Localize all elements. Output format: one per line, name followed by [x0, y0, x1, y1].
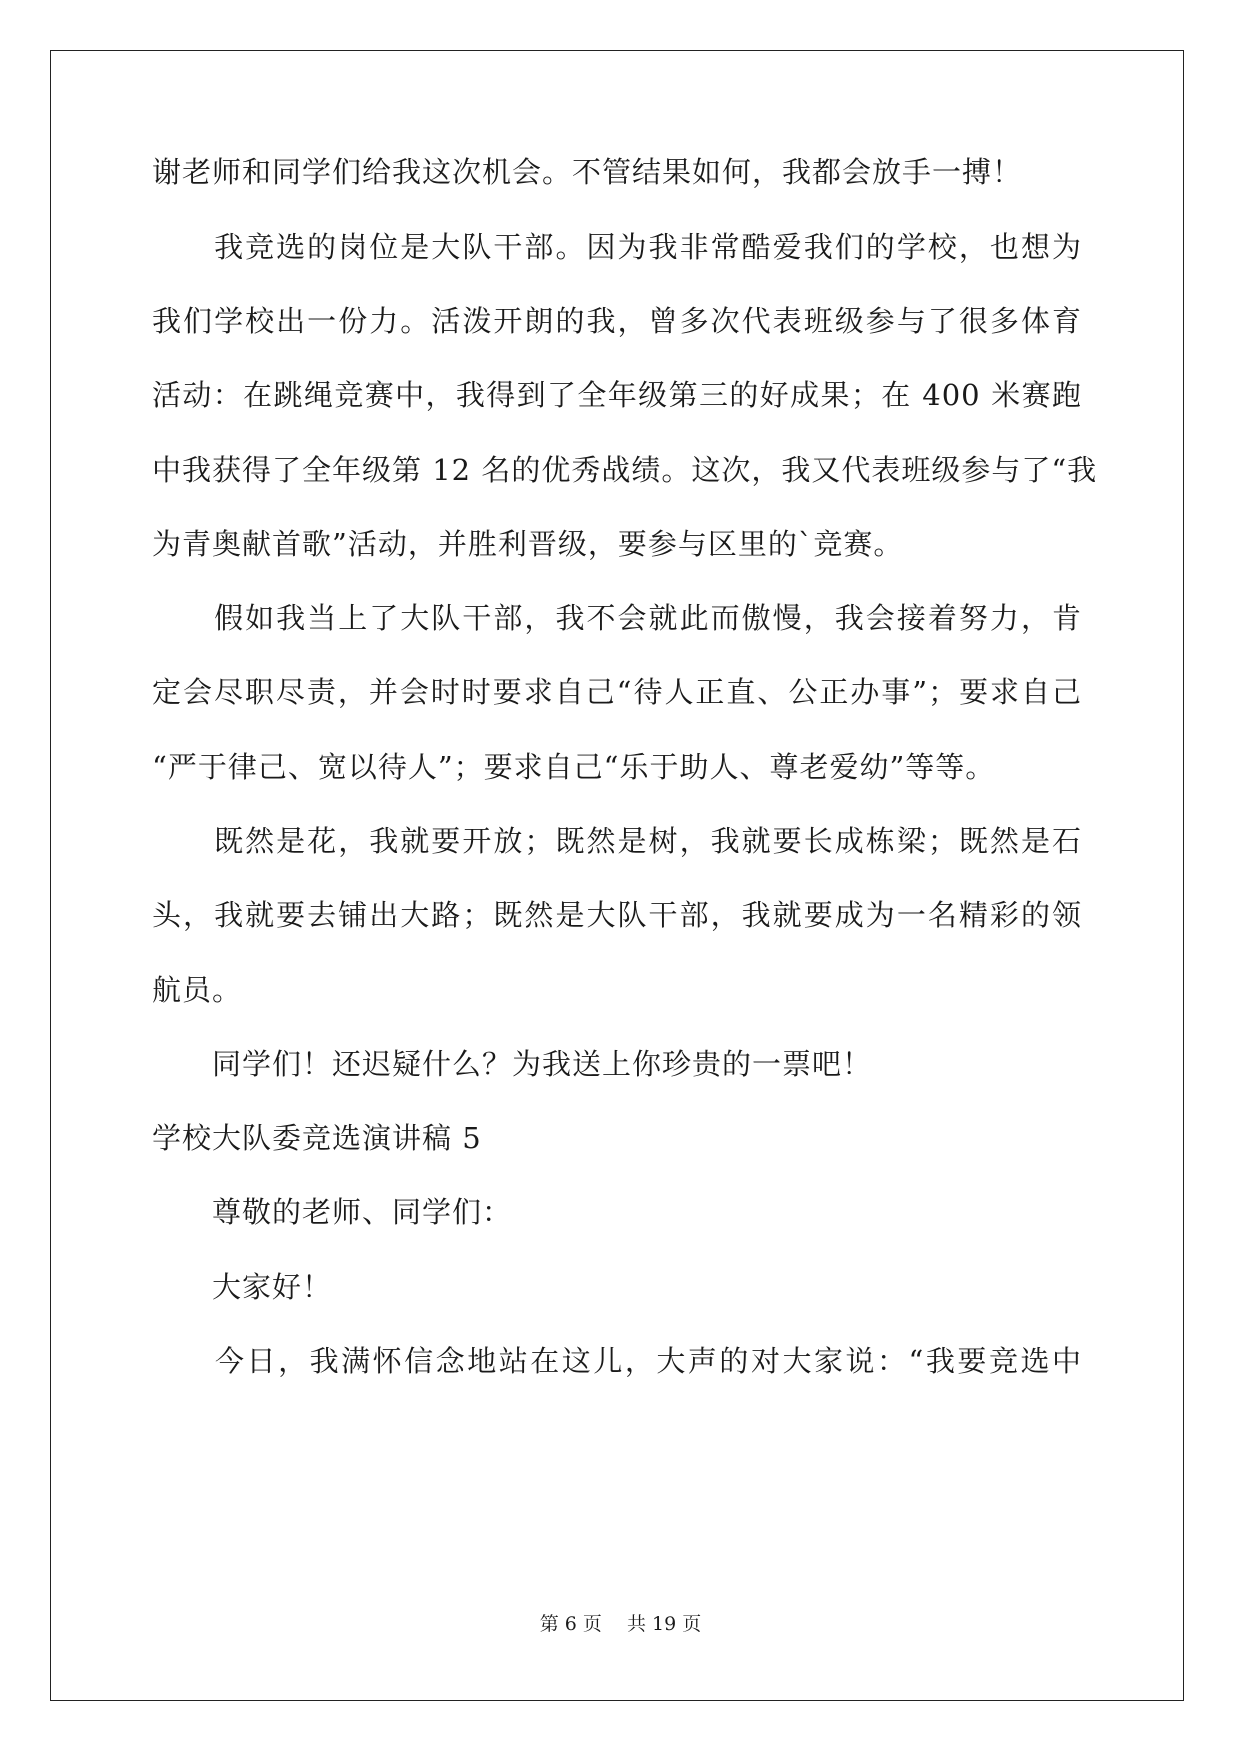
text-line: 今日，我满怀信念地站在这儿，大声的对大家说：“我要竞选中: [152, 1344, 1082, 1378]
text-line: 我竞选的岗位是大队干部。因为我非常酷爱我们的学校，也想为: [152, 230, 1082, 264]
text-line: 为青奥献首歌”活动，并胜利晋级，要参与区里的`竞赛。: [152, 527, 904, 561]
text-line: 定会尽职尽责，并会时时要求自己“待人正直、公正办事”；要求自己: [152, 675, 1082, 709]
text-line: “严于律己、宽以待人”；要求自己“乐于助人、尊老爱幼”等等。: [152, 750, 996, 784]
text-line: 尊敬的老师、同学们：: [152, 1195, 513, 1229]
text-line: 大家好！: [152, 1270, 333, 1304]
page-footer: [0, 1612, 1241, 1636]
text-line: 航员。: [152, 973, 243, 1007]
text-line: 活动：在跳绳竞赛中，我得到了全年级第三的好成果；在 400 米赛跑: [152, 378, 1082, 412]
text-line: 同学们！还迟疑什么？为我送上你珍贵的一票吧！: [152, 1047, 873, 1081]
text-line: 我们学校出一份力。活泼开朗的我，曾多次代表班级参与了很多体育: [152, 304, 1082, 338]
text-line: 谢老师和同学们给我这次机会。不管结果如何，我都会放手一搏！: [152, 155, 1023, 189]
text-line: 既然是花，我就要开放；既然是树，我就要长成栋梁；既然是石: [152, 824, 1082, 858]
section-heading: 学校大队委竞选演讲稿 5: [152, 1121, 482, 1155]
text-line: 假如我当上了大队干部，我不会就此而傲慢，我会接着努力，肯: [152, 601, 1082, 635]
page-border: [50, 50, 1184, 1701]
text-line: 中我获得了全年级第 12 名的优秀战绩。这次，我又代表班级参与了“我: [152, 453, 1098, 487]
page-number: 第 6 页 共 19 页: [539, 1613, 702, 1635]
text-line: 头，我就要去铺出大路；既然是大队干部，我就要成为一名精彩的领: [152, 898, 1082, 932]
